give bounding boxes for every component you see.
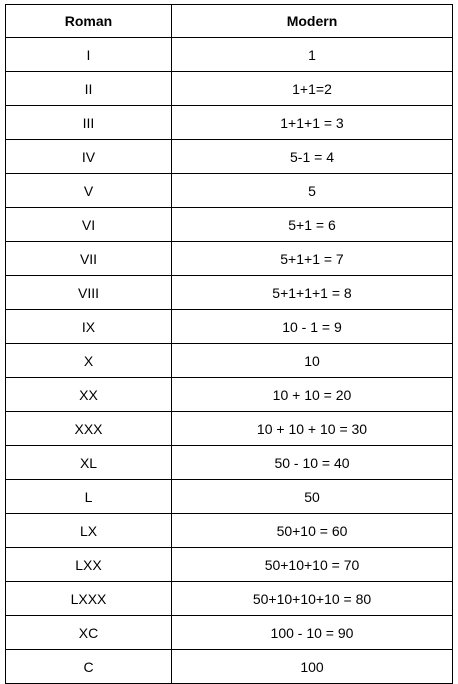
modern-cell: 50 - 10 = 40 — [172, 446, 453, 480]
modern-cell: 50 — [172, 480, 453, 514]
table-row — [6, 242, 453, 276]
modern-cell: 5 — [172, 174, 453, 208]
roman-cell: I — [6, 38, 172, 72]
table-row — [6, 650, 453, 684]
modern-cell: 100 — [172, 650, 453, 684]
roman-cell: V — [6, 174, 172, 208]
roman-cell: L — [6, 480, 172, 514]
modern-cell: 10 — [172, 344, 453, 378]
modern-cell: 5-1 = 4 — [172, 140, 453, 174]
roman-cell: VIII — [6, 276, 172, 310]
header-row — [6, 5, 453, 38]
roman-cell: VI — [6, 208, 172, 242]
roman-numerals-table — [5, 4, 453, 684]
modern-cell: 1+1+1 = 3 — [172, 106, 453, 140]
table-row — [6, 72, 453, 106]
roman-cell: XC — [6, 616, 172, 650]
roman-cell: XX — [6, 378, 172, 412]
table-row — [6, 344, 453, 378]
modern-cell: 50+10 = 60 — [172, 514, 453, 548]
roman-cell: C — [6, 650, 172, 684]
roman-cell: LX — [6, 514, 172, 548]
table-row — [6, 208, 453, 242]
table-row — [6, 480, 453, 514]
table-row — [6, 38, 453, 72]
modern-cell: 5+1+1 = 7 — [172, 242, 453, 276]
roman-cell: IX — [6, 310, 172, 344]
modern-cell: 50+10+10 = 70 — [172, 548, 453, 582]
roman-numerals-table-container — [5, 4, 452, 684]
table-row — [6, 412, 453, 446]
modern-cell: 5+1+1+1 = 8 — [172, 276, 453, 310]
modern-cell: 1 — [172, 38, 453, 72]
table-row — [6, 310, 453, 344]
table-row — [6, 174, 453, 208]
table-row — [6, 276, 453, 310]
roman-cell: IV — [6, 140, 172, 174]
modern-cell: 50+10+10+10 = 80 — [172, 582, 453, 616]
table-row — [6, 140, 453, 174]
roman-cell: X — [6, 344, 172, 378]
modern-cell: 10 + 10 = 20 — [172, 378, 453, 412]
roman-cell: VII — [6, 242, 172, 276]
header-modern: Modern — [172, 5, 453, 38]
table-row — [6, 582, 453, 616]
roman-cell: III — [6, 106, 172, 140]
roman-cell: XXX — [6, 412, 172, 446]
table-body — [6, 38, 453, 684]
modern-cell: 10 - 1 = 9 — [172, 310, 453, 344]
table-row — [6, 548, 453, 582]
roman-cell: LXXX — [6, 582, 172, 616]
table-row — [6, 514, 453, 548]
table-row — [6, 378, 453, 412]
table-header — [6, 5, 453, 38]
roman-cell: XL — [6, 446, 172, 480]
table-row — [6, 446, 453, 480]
modern-cell: 1+1=2 — [172, 72, 453, 106]
table-row — [6, 616, 453, 650]
modern-cell: 10 + 10 + 10 = 30 — [172, 412, 453, 446]
modern-cell: 5+1 = 6 — [172, 208, 453, 242]
table-row — [6, 106, 453, 140]
header-roman: Roman — [6, 5, 172, 38]
roman-cell: LXX — [6, 548, 172, 582]
modern-cell: 100 - 10 = 90 — [172, 616, 453, 650]
roman-cell: II — [6, 72, 172, 106]
